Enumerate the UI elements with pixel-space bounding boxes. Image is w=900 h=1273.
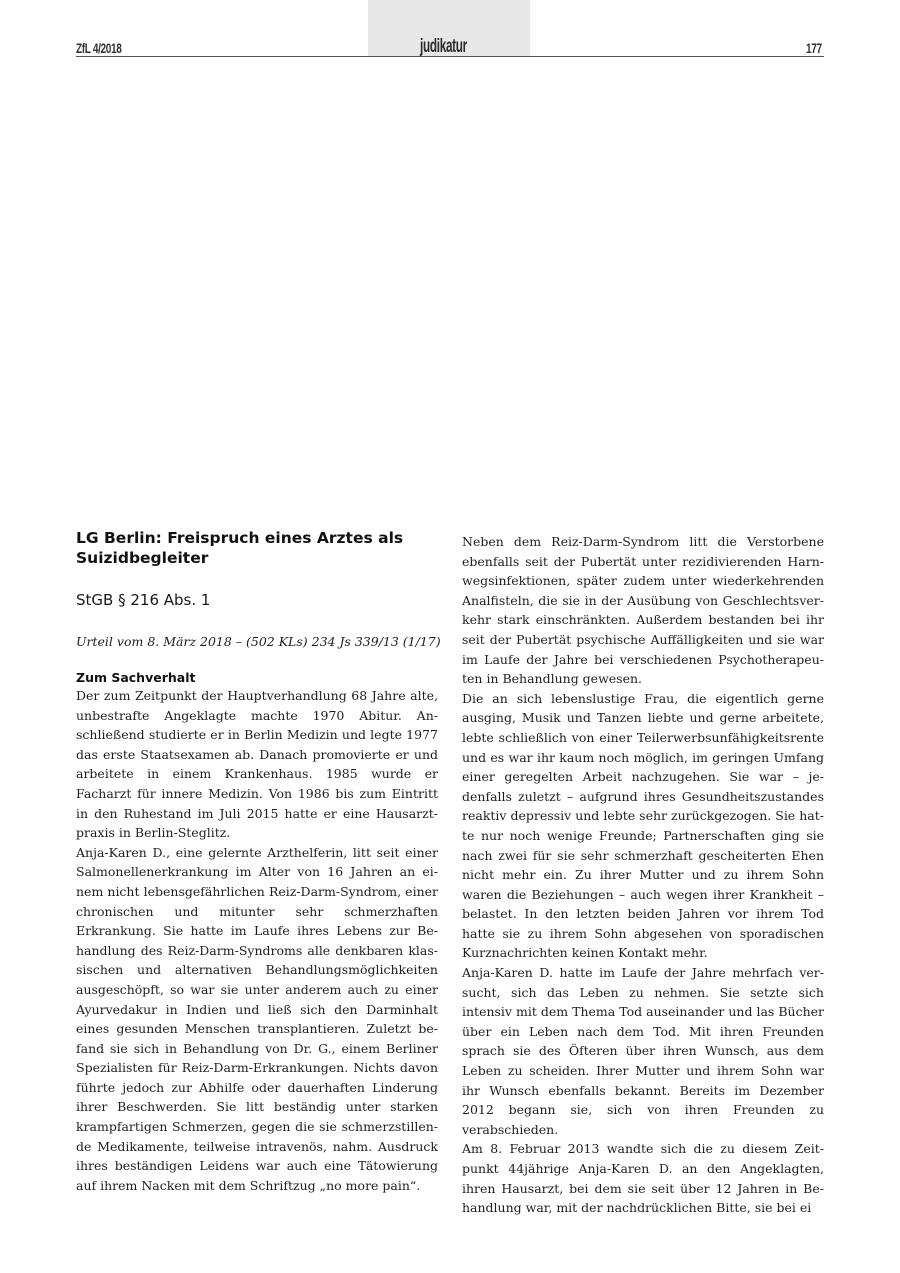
- journal-issue: ZfL 4/2018: [76, 40, 122, 56]
- page-number: 177: [806, 40, 822, 56]
- paragraph: Am 8. Februar 2013 wandte sich die zu diesem Zeitpunkt 44jährige Anja-Karen D. an den Angeklagten, ihren Hausarzt, bei dem sie seit über 12 Jahren in Behandlung war, mit der nachdrücklichen Bitte, sie bei ei: [462, 1141, 824, 1216]
- paragraph: Die an sich lebenslustige Frau, die eigentlich gerne ausging, Musik und Tanzen liebte und gerne arbeitete, lebte schließlich von einer Teilerwerbsunfähigkeitsrente und es war ihr kaum noch möglich, im geringen Umfang einer geregelten Arbeit nachzugehen. Sie war – jedenfalls zuletzt – aufgrund ihres Gesundheitszustandes reaktiv depressiv und lebte sehr zurückgezogen. Sie hatte nur noch wenige Freunde; Partnerschaften ging sie nach zwei für sie sehr schmerzhaft gescheiterten Ehen nicht mehr ein. Zu ihrer Mutter und zu ihrem Sohn waren die Beziehungen – auch wegen ihrer Krankheit – belastet. In den letzten beiden Jahren vor ihrem Tod hatte sie zu ihrem Sohn abgesehen von sporadischen Kurznachrichten keinen Kontakt mehr.: [462, 690, 824, 961]
- statute-reference: StGB § 216 Abs. 1: [76, 591, 211, 609]
- right-column: [462, 532, 824, 1218]
- verdict-reference: Urteil vom 8. März 2018 – (502 KLs) 234 Js 339/13 (1/17): [76, 634, 441, 649]
- paragraph: Anja-Karen D., eine gelernte Arzthelferin, litt seit einer Salmonellenerkrankung im Alter von 16 Jahren an einem nicht lebensgefährlichen Reiz-Darm-Syndrom, einer chronischen und mitunter sehr schmerzhaften Erkrankung. Sie hatte im Laufe ihres Lebens zur Behandlung des Reiz-Darm-Syndroms alle denkbaren klassischen und alternativen Behandlungsmöglichkeiten ausgeschöpft, so war sie unter anderem auch zu einer Ayurvedakur in Indien und ließ sich den Darminhalt eines gesunden Menschen transplantieren. Zuletzt befand sie sich in Behandlung von Dr. G., einem Berliner Spezialisten für Reiz-Darm-Erkrankungen. Nichts davon führte jedoch zur Abhilfe oder dauerhaften Linderung ihrer Beschwerden. Sie litt beständig unter starken krampfartigen Schmerzen, gegen die sie schmerzstillende Medikamente, teilweise intravenös, nahm. Ausdruck ihres beständigen Leidens war auch eine Tätowierung auf ihrem Nacken mit dem Schriftzug „no more pain“.: [76, 844, 438, 1193]
- paragraph: Der zum Zeitpunkt der Hauptverhandlung 68 Jahre alte, unbestrafte Angeklagte machte 1970 Abitur. Anschließend studierte er in Berlin Medizin und legte 1977 das erste Staatsexamen ab. Danach promovierte er und arbeitete in einem Krankenhaus. 1985 wurde er Facharzt für innere Medizin. Von 1986 bis zum Eintritt in den Ruhestand im Juli 2015 hatte er eine Hausarztpraxis in Berlin-Steglitz.: [76, 688, 438, 841]
- article-title: LG Berlin: Freispruch eines Arztes als Suizidbegleiter: [76, 529, 404, 567]
- left-column: [76, 528, 441, 1195]
- paragraph: Neben dem Reiz-Darm-Syndrom litt die Verstorbene ebenfalls seit der Pubertät unter rezidivierenden Harnwegsinfektionen, später zudem unter wiederkehrenden Analfisteln, die sie in der Ausübung von Geschlechtsverkehr stark einschränkten. Außerdem bestanden bei ihr seit der Pubertät psychische Auffälligkeiten und sie war im Laufe der Jahre bei verschiedenen Psychotherapeuten in Behandlung gewesen.: [462, 534, 824, 687]
- paragraph: Anja-Karen D. hatte im Laufe der Jahre mehrfach versucht, sich das Leben zu nehmen. Sie setzte sich intensiv mit dem Thema Tod auseinander und las Bücher über ein Leben nach dem Tod. Mit ihren Freunden sprach sie des Öfteren über ihren Wunsch, aus dem Leben zu scheiden. Ihrer Mutter und ihrem Sohn war ihr Wunsch ebenfalls bekannt. Bereits im Dezember 2012 begann sie, sich von ihren Freunden zu verabschieden.: [462, 965, 824, 1137]
- section-heading: Zum Sachverhalt: [76, 670, 196, 685]
- section-label: judikatur: [420, 36, 467, 57]
